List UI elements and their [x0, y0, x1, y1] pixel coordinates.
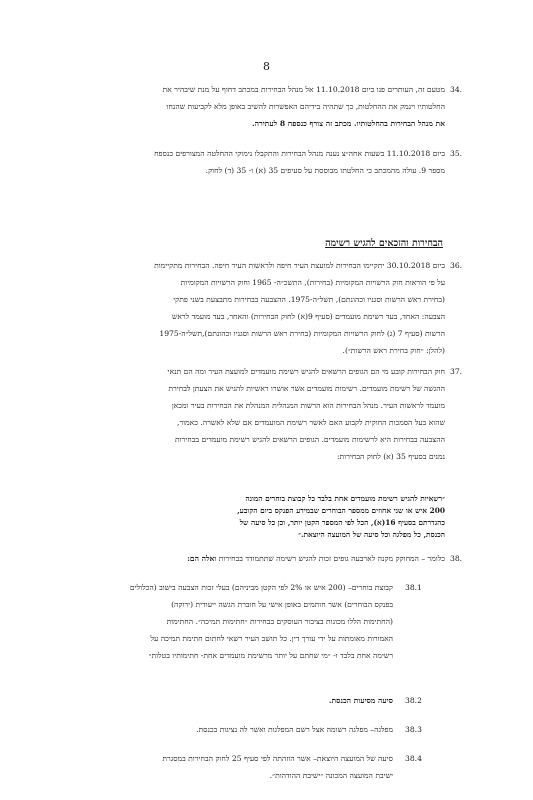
paragraph-line: סיעה מסיעות הכנסת. [328, 696, 393, 705]
paragraph-line: ההצבעה בבחירות היא לרשימות מועמדים. הגופים הרשאים להגיש רשימת מועמדים בבחירות [174, 435, 445, 444]
paragraph-line: האמורות מאומתות על ידי עורך דין. כל תושב העיר רשאי לחתום חתימת תמיכה על [150, 634, 393, 643]
subitem-number-38-2: 38.2 [405, 696, 422, 705]
subitem-number-38-1: 38.1 [405, 583, 422, 592]
quote-line: ״רשאיות להגיש רשימת מועמדים אחת בלבד כל קבוצת בוחרים המונה [245, 494, 445, 503]
paragraph-35 [75, 145, 445, 179]
paragraph-line: קבוצת בוחרים– (200 איש או 2% לפי הקטן מביניהם) בעלי זכות הצבעה בישוב (הכלולים [129, 583, 393, 592]
paragraph-36 [75, 257, 445, 359]
paragraph-line: מועמד לראשות העיר. מנהל הבחירות הוא הרשות המנהלית המנהלת את הבחירות בעיר ומכאן [171, 401, 445, 410]
paragraph-line: נמנים בסעיף 35 (א) לחוק הבחירות: [336, 452, 445, 461]
paragraph-line: (להלן: ״חוק בחירת ראש הרשות״). [342, 346, 445, 355]
law-quote [150, 493, 445, 541]
subitem-38-4 [75, 750, 393, 784]
paragraph-line: החלטותיו וינמק את ההחלטות, כך שתהיה בידיהם האפשרות להשיב באופן מלא לקביעות שהנחו [166, 102, 445, 111]
paragraph-line: חוק הבחירות קובע מי הם הגופים הרשאים להגיש רשימת מועמדים למועצת העיר ומה הם תנאי [167, 367, 445, 376]
paragraph-line: הרשות (סעיף 7 (ג) לחוק הרשויות המקומיות (בחירת ראש הרשות וסגניו וכהונתם),תשל״ה-1975 [159, 329, 445, 338]
paragraph-line: רשימה אחת בלבד ו- ״מי שחתם על יותר מרשימת מועמדים אחת- חתימותיו בטלות״ [148, 651, 393, 660]
paragraph-text: כלומר – המחוקק מקנה לארבעה גופים זכות להגיש רשימה שתתמודד בבחירות [218, 554, 445, 563]
paragraph-line: ביום 11.10.2018 בשעות אחה״צ נענה מנהל הבחירות והתקבלו נימוקי ההחלטה המצורפים כנספח [154, 149, 445, 158]
item-number-36: 36. [450, 261, 463, 270]
page-number: 8 [263, 60, 270, 73]
paragraph-line: מטעם זה, העותרים פנו ביום 11.10.2018 אל מנהל הבחירות במכתב דחוף על מנת שיבהיר את [162, 85, 445, 94]
paragraph-line [75, 550, 445, 567]
paragraph-text-bold: ואלה הם: [187, 554, 217, 563]
paragraph-line: ביום 30.10.2018 יתקיימו הבחירות למועצת העיר חיפה ולראשות העיר חיפה. הבחירות מתקיימות [154, 261, 445, 270]
paragraph-line: בפנקס הבוחרים) אשר חותמים באופן אישי על חוברת הגשה ייעודית (ירוקה) [171, 600, 393, 609]
item-number-35: 35. [450, 149, 463, 158]
item-number-37: 37. [450, 367, 463, 376]
section-heading: הבחירות והזכאים להגיש רשימה [325, 238, 443, 249]
subitem-38-3 [75, 721, 393, 738]
paragraph-line: את מנהל הבחירות בהחלטותיו. מכתב זה צורף כנספח 8 לעתירה. [251, 119, 445, 128]
subitem-38-2 [75, 692, 393, 709]
paragraph-line: (החתימות הללו מכונות בציבור העוסקים בבחירות ״חתימות תמיכה״. החתימות [166, 617, 393, 626]
paragraph-line: סיעה של המועצה היוצאת– אשר הוזהתה לפי סעיף 25 לחוק הבחירות במסגרת [162, 754, 393, 763]
quote-line: כהגדרתם בסעיף 16(א), הכל לפי המספר הקטן יותר, וכן כל סיעה של [239, 518, 445, 527]
item-number-38: 38. [450, 554, 463, 563]
quote-line: 200 איש או שני אחוזים ממספר הבוחרים שבמידע הפנקס ביום הקובע, [237, 506, 445, 515]
paragraph-line: ישיבת המועצה המכונה ״ישיבת ההודהות״. [269, 771, 393, 780]
paragraph-line: שהוא בעל הסמכות החוקית לקבוע האם לאשר רשימת המועמדים אם שלא לאשרה. כאמור, [177, 418, 445, 427]
paragraph-38 [75, 550, 445, 567]
paragraph-37 [75, 363, 445, 465]
paragraph-line: על פי הוראות חוק הרשויות המקומיות (בחירות), התשכ״ה- 1965 וחוק הרשויות המקומיות [180, 278, 445, 287]
paragraph-line: ההגשה של רשימת מועמדים. רשימות מועמדים אשר אושרו ראשיות להגיש את הצעתן לבחירת [168, 384, 445, 393]
paragraph-line: מספר 9. עולה מהמכתב כי החלטתו מבוססת על סעיפים 35 (א) ו- 35 (ד) לחוק. [205, 166, 445, 175]
paragraph-line: (בחירת ראש הרשות וסגניו וכהונתם), תשל״ה-1975. ההצבעה בבחירות מתבצעת בשני פתקי [173, 295, 445, 304]
subitem-38-1 [75, 579, 393, 664]
quote-line: הכנסת, כל מפלגה וכל סיעה של המועצה היוצאת.״ [298, 530, 445, 539]
paragraph-34 [75, 81, 445, 132]
subitem-number-38-3: 38.3 [405, 725, 422, 734]
paragraph-line: הצבעה: האחד, בעד רשימת מועמדים (סעיף 9(א) לחוק הבחירות) והאחר, בעד מועמד לראש [171, 312, 445, 321]
item-number-34: 34. [450, 85, 463, 94]
paragraph-line: מפלגה– מפלגה רשומה אצל רשם המפלגות ואשר לה נציגות בכנסת. [196, 725, 393, 734]
subitem-number-38-4: 38.4 [405, 754, 422, 763]
